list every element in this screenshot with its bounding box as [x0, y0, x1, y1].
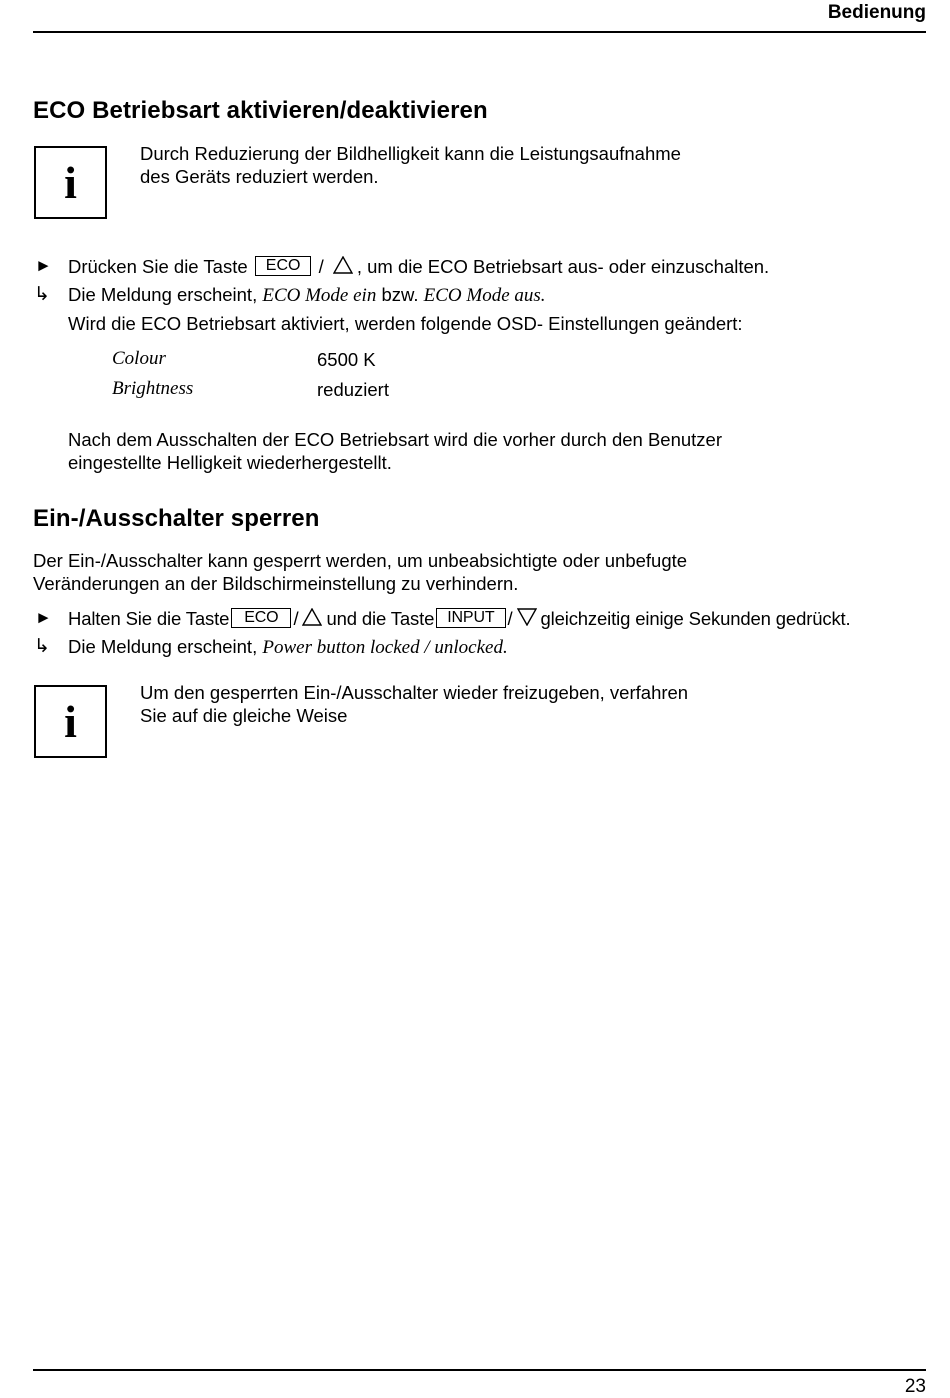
info-note-lock-line2: Sie auf die gleiche Weise	[140, 705, 348, 726]
info-icon-letter: i	[64, 156, 77, 208]
result-eco	[68, 283, 546, 307]
step-lock-suffix: gleichzeitig einige Sekunden gedrückt.	[540, 608, 851, 629]
heading-power-lock: Ein-/Ausschalter sperren	[33, 505, 320, 532]
step-lock-middle: und die Taste	[326, 608, 435, 629]
after-eco-note	[68, 428, 722, 474]
step-lock-prefix: Halten Sie die Taste	[68, 608, 230, 629]
after-eco-line2: eingestellte Helligkeit wiederhergestellt.	[68, 452, 392, 473]
step-lock	[68, 607, 851, 630]
input-key: INPUT	[436, 608, 505, 628]
setting-value: 6500 K	[317, 349, 376, 370]
step-eco	[68, 255, 769, 278]
page-number: 23	[904, 1376, 926, 1397]
osd-intro: Wird die ECO Betriebsart aktiviert, werden folgende OSD- Einstellungen geändert:	[68, 313, 743, 334]
setting-value: reduziert	[317, 379, 389, 400]
result-lock-prefix: Die Meldung erscheint,	[68, 636, 258, 657]
info-icon-letter: i	[64, 695, 77, 747]
setting-name: Brightness	[112, 378, 194, 399]
result-arrow-icon: ↳	[34, 636, 50, 657]
after-eco-line1: Nach dem Ausschalten der ECO Betriebsart wird die vorher durch den Benutzer	[68, 429, 722, 450]
intro-power-lock-line2: Veränderungen an der Bildschirmeinstellung zu verhindern.	[33, 573, 519, 594]
result-lock	[68, 635, 508, 659]
step-lock-separator: /	[293, 608, 299, 629]
info-icon	[34, 685, 107, 758]
info-note-lock	[140, 681, 688, 727]
info-note-eco	[140, 142, 681, 188]
header-rule	[33, 31, 926, 33]
step-eco-prefix: Drücken Sie die Taste	[68, 256, 248, 277]
header-title: Bedienung	[827, 2, 926, 23]
triangle-down-icon	[517, 608, 537, 626]
heading-eco-mode: ECO Betriebsart aktivieren/deaktivieren	[33, 97, 488, 124]
setting-name: Colour	[112, 348, 166, 369]
triangle-up-icon	[333, 256, 353, 274]
info-icon	[34, 146, 107, 219]
intro-power-lock	[33, 549, 687, 595]
info-note-lock-line1: Um den gesperrten Ein-/Ausschalter wieder freizugeben, verfahren	[140, 682, 689, 703]
result-eco-middle: bzw.	[381, 284, 419, 305]
eco-key: ECO	[255, 256, 312, 276]
triangle-up-icon	[302, 608, 322, 626]
eco-key: ECO	[231, 608, 291, 628]
result-eco-prefix: Die Meldung erscheint,	[68, 284, 258, 305]
result-eco-msg-on: ECO Mode ein	[262, 285, 377, 306]
step-eco-separator: /	[318, 256, 324, 277]
info-note-eco-line1: Durch Reduzierung der Bildhelligkeit kann die Leistungsaufnahme	[140, 143, 681, 164]
step-lock-separator: /	[507, 608, 513, 629]
result-lock-msg: Power button locked / unlocked.	[262, 637, 508, 658]
footer-rule	[33, 1369, 926, 1371]
result-eco-msg-off: ECO Mode aus.	[423, 285, 546, 306]
intro-power-lock-line1: Der Ein-/Ausschalter kann gesperrt werden, um unbeabsichtigte oder unbefugte	[33, 550, 688, 571]
bullet-icon: ►	[35, 256, 52, 275]
step-eco-suffix: , um die ECO Betriebsart aus- oder einzuschalten.	[356, 256, 770, 277]
result-arrow-icon: ↳	[34, 284, 50, 305]
info-note-eco-line2: des Geräts reduziert werden.	[140, 166, 379, 187]
bullet-icon: ►	[35, 608, 52, 627]
